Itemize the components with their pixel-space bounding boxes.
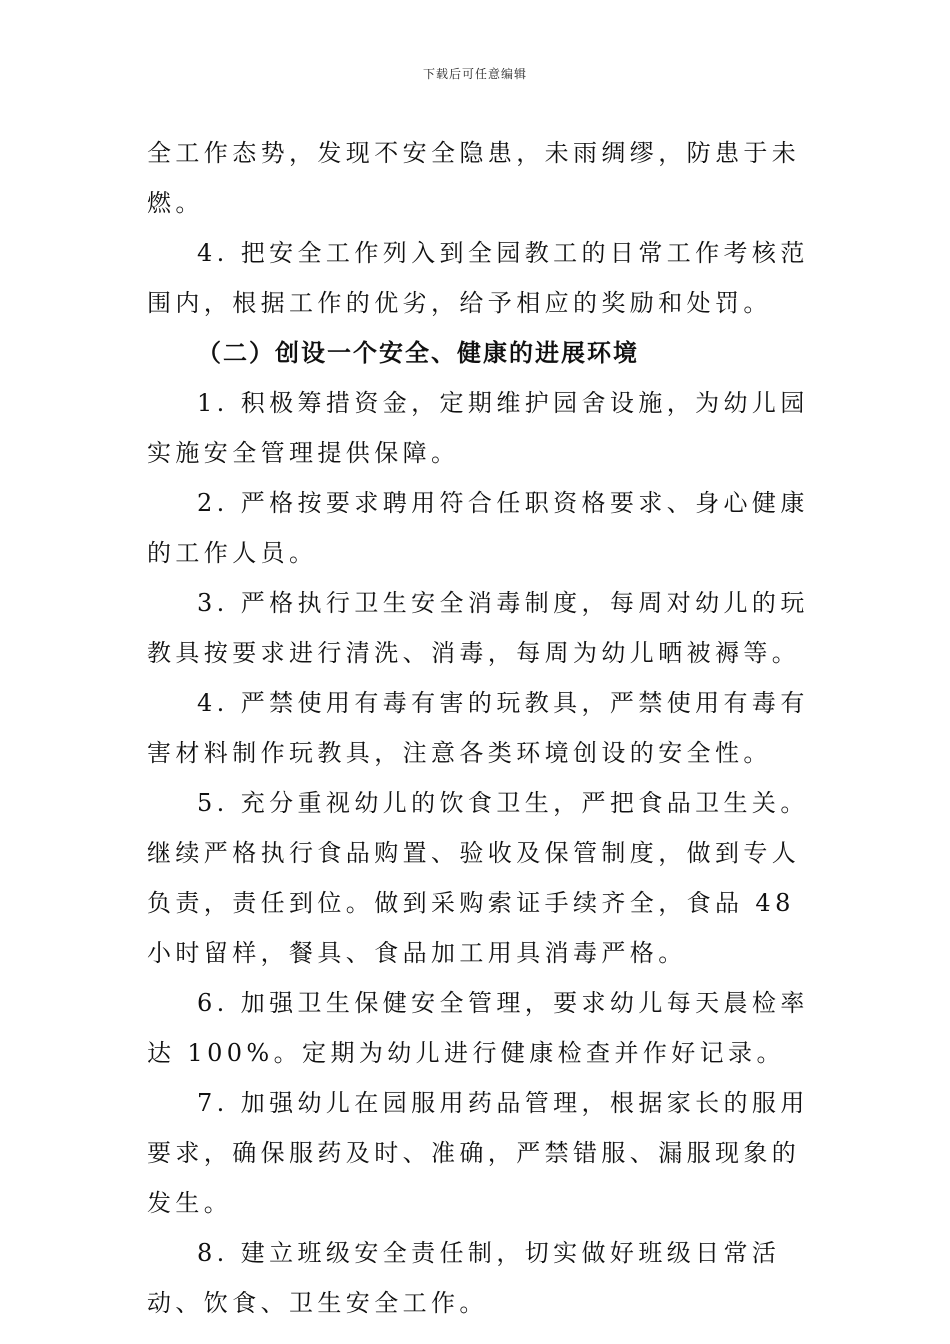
document-body	[147, 128, 827, 1328]
paragraph-item-6-health-check: 6. 加强卫生保健安全管理，要求幼儿每天晨检率达 100%。定期为幼儿进行健康检查并作好记录。	[147, 989, 809, 1067]
paragraph-item-1-funding: 1. 积极筹措资金，定期维护园舍设施，为幼儿园实施安全管理提供保障。	[147, 389, 809, 467]
page-header: 下载后可任意编辑	[422, 67, 527, 81]
paragraph-item-7-medicine: 7. 加强幼儿在园服用药品管理，根据家长的服用要求，确保服药及时、准确，严禁错服、漏服现象的发生。	[147, 1089, 809, 1217]
paragraph-item-5-food-safety: 5. 充分重视幼儿的饮食卫生，严把食品卫生关。继续严格执行食品购置、验收及保管制度，做到专人负责，责任到位。做到采购索证手续齐全，食品 48 小时留样，餐具、食品加工用具消毒严格。	[147, 789, 809, 967]
paragraph-item-8-class-responsibility: 8. 建立班级安全责任制，切实做好班级日常活动、饮食、卫生安全工作。	[147, 1239, 781, 1317]
paragraph-item-4-assessment: 4. 把安全工作列入到全园教工的日常工作考核范围内，根据工作的优劣，给予相应的奖励和处罚。	[147, 239, 809, 317]
paragraph-item-3-disinfection: 3. 严格执行卫生安全消毒制度，每周对幼儿的玩教具按要求进行清洗、消毒，每周为幼儿晒被褥等。	[147, 589, 809, 667]
paragraph-continuation: 全工作态势，发现不安全隐患，未雨绸缪，防患于未燃。	[147, 139, 801, 217]
paragraph-item-2-staffing: 2. 严格按要求聘用符合任职资格要求、身心健康的工作人员。	[147, 489, 809, 567]
paragraph-item-4-toys: 4. 严禁使用有毒有害的玩教具，严禁使用有毒有害材料制作玩教具，注意各类环境创设的安全性。	[147, 689, 809, 767]
section-heading: （二）创设一个安全、健康的进展环境	[197, 338, 639, 367]
